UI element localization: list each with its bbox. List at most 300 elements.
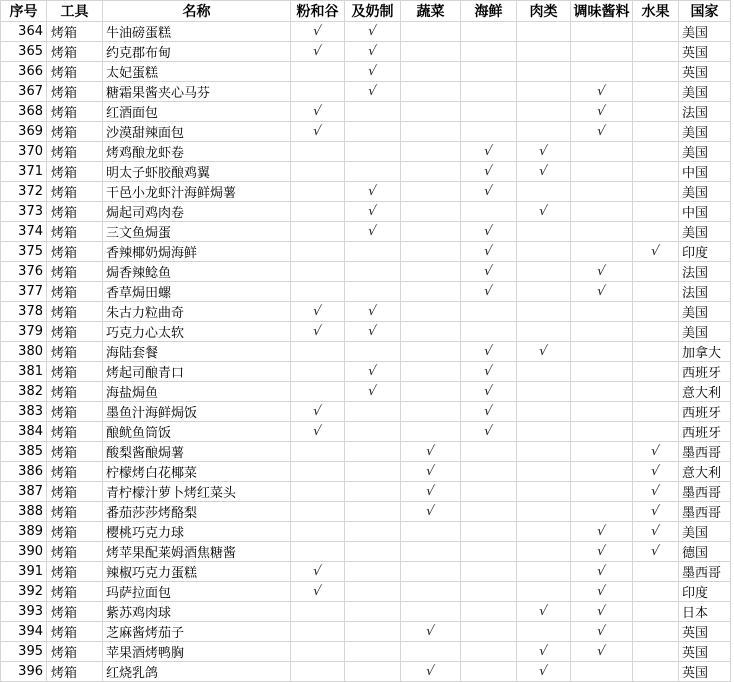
cell-tool[interactable]: 烤箱 <box>47 122 103 142</box>
cell-meat[interactable] <box>517 422 571 442</box>
cell-tool[interactable]: 烤箱 <box>47 582 103 602</box>
cell-tool[interactable]: 烤箱 <box>47 522 103 542</box>
cell-dairy[interactable] <box>345 482 401 502</box>
cell-meat[interactable] <box>517 562 571 582</box>
cell-meat[interactable] <box>517 42 571 62</box>
cell-seq[interactable]: 364 <box>1 22 47 42</box>
cell-dairy[interactable] <box>345 242 401 262</box>
cell-dairy[interactable] <box>345 122 401 142</box>
cell-flour-grain[interactable] <box>291 242 345 262</box>
header-flour-grain[interactable]: 粉和谷 <box>291 1 345 22</box>
cell-seq[interactable]: 383 <box>1 402 47 422</box>
cell-vegetable[interactable] <box>401 402 461 422</box>
cell-flour-grain[interactable] <box>291 282 345 302</box>
cell-seafood[interactable] <box>461 302 517 322</box>
cell-meat[interactable] <box>517 182 571 202</box>
cell-sauce[interactable] <box>571 542 633 562</box>
cell-dairy[interactable] <box>345 442 401 462</box>
cell-meat[interactable] <box>517 22 571 42</box>
cell-name[interactable]: 牛油磅蛋糕 <box>103 22 291 42</box>
cell-vegetable[interactable] <box>401 82 461 102</box>
cell-sauce[interactable] <box>571 422 633 442</box>
cell-seafood[interactable] <box>461 362 517 382</box>
cell-tool[interactable]: 烤箱 <box>47 642 103 662</box>
cell-sauce[interactable] <box>571 222 633 242</box>
cell-meat[interactable] <box>517 382 571 402</box>
header-dairy[interactable]: 及奶制 <box>345 1 401 22</box>
cell-dairy[interactable] <box>345 222 401 242</box>
cell-country[interactable]: 美国 <box>679 182 731 202</box>
cell-name[interactable]: 紫苏鸡肉球 <box>103 602 291 622</box>
cell-tool[interactable]: 烤箱 <box>47 82 103 102</box>
cell-sauce[interactable] <box>571 602 633 622</box>
cell-tool[interactable]: 烤箱 <box>47 262 103 282</box>
cell-sauce[interactable] <box>571 462 633 482</box>
cell-vegetable[interactable] <box>401 562 461 582</box>
cell-country[interactable]: 墨西哥 <box>679 502 731 522</box>
cell-seafood[interactable] <box>461 222 517 242</box>
cell-tool[interactable]: 烤箱 <box>47 302 103 322</box>
cell-name[interactable]: 三文鱼焗蛋 <box>103 222 291 242</box>
cell-fruit[interactable] <box>633 442 679 462</box>
cell-flour-grain[interactable] <box>291 402 345 422</box>
cell-dairy[interactable] <box>345 342 401 362</box>
cell-tool[interactable]: 烤箱 <box>47 342 103 362</box>
cell-flour-grain[interactable] <box>291 62 345 82</box>
cell-seq[interactable]: 394 <box>1 622 47 642</box>
cell-fruit[interactable] <box>633 322 679 342</box>
cell-seq[interactable]: 386 <box>1 462 47 482</box>
cell-name[interactable]: 朱古力粒曲奇 <box>103 302 291 322</box>
cell-seafood[interactable] <box>461 122 517 142</box>
cell-country[interactable]: 法国 <box>679 102 731 122</box>
cell-vegetable[interactable] <box>401 602 461 622</box>
header-seq[interactable]: 序号 <box>1 1 47 22</box>
cell-fruit[interactable] <box>633 102 679 122</box>
cell-meat[interactable] <box>517 362 571 382</box>
cell-seq[interactable]: 376 <box>1 262 47 282</box>
cell-name[interactable]: 干邑小龙虾汁海鲜焗薯 <box>103 182 291 202</box>
cell-meat[interactable] <box>517 602 571 622</box>
cell-tool[interactable]: 烤箱 <box>47 322 103 342</box>
cell-vegetable[interactable] <box>401 662 461 682</box>
cell-seafood[interactable] <box>461 322 517 342</box>
cell-tool[interactable]: 烤箱 <box>47 202 103 222</box>
cell-seafood[interactable] <box>461 462 517 482</box>
cell-fruit[interactable] <box>633 462 679 482</box>
cell-meat[interactable] <box>517 282 571 302</box>
cell-flour-grain[interactable] <box>291 362 345 382</box>
cell-seafood[interactable] <box>461 102 517 122</box>
cell-flour-grain[interactable] <box>291 162 345 182</box>
cell-meat[interactable] <box>517 262 571 282</box>
cell-vegetable[interactable] <box>401 482 461 502</box>
cell-seafood[interactable] <box>461 602 517 622</box>
cell-vegetable[interactable] <box>401 362 461 382</box>
cell-seafood[interactable] <box>461 282 517 302</box>
cell-sauce[interactable] <box>571 42 633 62</box>
cell-fruit[interactable] <box>633 422 679 442</box>
cell-vegetable[interactable] <box>401 262 461 282</box>
cell-flour-grain[interactable] <box>291 662 345 682</box>
cell-dairy[interactable] <box>345 622 401 642</box>
cell-vegetable[interactable] <box>401 162 461 182</box>
cell-country[interactable]: 加拿大 <box>679 342 731 362</box>
cell-flour-grain[interactable] <box>291 462 345 482</box>
cell-sauce[interactable] <box>571 582 633 602</box>
cell-country[interactable]: 美国 <box>679 522 731 542</box>
cell-sauce[interactable] <box>571 282 633 302</box>
cell-seafood[interactable] <box>461 422 517 442</box>
cell-vegetable[interactable] <box>401 442 461 462</box>
cell-fruit[interactable] <box>633 302 679 322</box>
cell-seq[interactable]: 378 <box>1 302 47 322</box>
cell-tool[interactable]: 烤箱 <box>47 182 103 202</box>
cell-fruit[interactable] <box>633 382 679 402</box>
cell-country[interactable]: 德国 <box>679 542 731 562</box>
cell-seafood[interactable] <box>461 182 517 202</box>
cell-fruit[interactable] <box>633 602 679 622</box>
cell-dairy[interactable] <box>345 42 401 62</box>
cell-meat[interactable] <box>517 302 571 322</box>
cell-fruit[interactable] <box>633 82 679 102</box>
cell-name[interactable]: 海盐焗鱼 <box>103 382 291 402</box>
cell-name[interactable]: 烤起司酿青口 <box>103 362 291 382</box>
cell-country[interactable]: 意大利 <box>679 382 731 402</box>
cell-dairy[interactable] <box>345 422 401 442</box>
cell-sauce[interactable] <box>571 442 633 462</box>
cell-fruit[interactable] <box>633 622 679 642</box>
cell-seq[interactable]: 393 <box>1 602 47 622</box>
cell-fruit[interactable] <box>633 162 679 182</box>
cell-sauce[interactable] <box>571 562 633 582</box>
cell-seafood[interactable] <box>461 582 517 602</box>
cell-name[interactable]: 焗起司鸡肉卷 <box>103 202 291 222</box>
cell-meat[interactable] <box>517 522 571 542</box>
cell-dairy[interactable] <box>345 322 401 342</box>
cell-vegetable[interactable] <box>401 102 461 122</box>
cell-dairy[interactable] <box>345 282 401 302</box>
cell-seq[interactable]: 373 <box>1 202 47 222</box>
cell-seq[interactable]: 366 <box>1 62 47 82</box>
cell-country[interactable]: 英国 <box>679 62 731 82</box>
cell-tool[interactable]: 烤箱 <box>47 222 103 242</box>
cell-vegetable[interactable] <box>401 622 461 642</box>
cell-vegetable[interactable] <box>401 502 461 522</box>
cell-fruit[interactable] <box>633 342 679 362</box>
cell-seq[interactable]: 390 <box>1 542 47 562</box>
cell-flour-grain[interactable] <box>291 622 345 642</box>
cell-tool[interactable]: 烤箱 <box>47 662 103 682</box>
cell-sauce[interactable] <box>571 82 633 102</box>
cell-name[interactable]: 玛萨拉面包 <box>103 582 291 602</box>
cell-country[interactable]: 西班牙 <box>679 422 731 442</box>
cell-vegetable[interactable] <box>401 302 461 322</box>
cell-tool[interactable]: 烤箱 <box>47 482 103 502</box>
cell-seafood[interactable] <box>461 242 517 262</box>
cell-fruit[interactable] <box>633 502 679 522</box>
cell-tool[interactable]: 烤箱 <box>47 102 103 122</box>
cell-flour-grain[interactable] <box>291 222 345 242</box>
cell-sauce[interactable] <box>571 202 633 222</box>
cell-meat[interactable] <box>517 202 571 222</box>
cell-seq[interactable]: 382 <box>1 382 47 402</box>
cell-vegetable[interactable] <box>401 62 461 82</box>
cell-fruit[interactable] <box>633 262 679 282</box>
cell-sauce[interactable] <box>571 142 633 162</box>
header-fruit[interactable]: 水果 <box>633 1 679 22</box>
cell-flour-grain[interactable] <box>291 42 345 62</box>
cell-fruit[interactable] <box>633 282 679 302</box>
cell-country[interactable]: 英国 <box>679 622 731 642</box>
cell-fruit[interactable] <box>633 482 679 502</box>
cell-fruit[interactable] <box>633 662 679 682</box>
cell-name[interactable]: 墨鱼汁海鲜焗饭 <box>103 402 291 422</box>
cell-seafood[interactable] <box>461 82 517 102</box>
cell-dairy[interactable] <box>345 202 401 222</box>
cell-tool[interactable]: 烤箱 <box>47 142 103 162</box>
cell-flour-grain[interactable] <box>291 82 345 102</box>
cell-seq[interactable]: 369 <box>1 122 47 142</box>
cell-seq[interactable]: 385 <box>1 442 47 462</box>
cell-seq[interactable]: 372 <box>1 182 47 202</box>
cell-sauce[interactable] <box>571 362 633 382</box>
cell-fruit[interactable] <box>633 542 679 562</box>
cell-meat[interactable] <box>517 322 571 342</box>
cell-vegetable[interactable] <box>401 122 461 142</box>
cell-vegetable[interactable] <box>401 22 461 42</box>
cell-sauce[interactable] <box>571 402 633 422</box>
cell-country[interactable]: 墨西哥 <box>679 562 731 582</box>
cell-fruit[interactable] <box>633 362 679 382</box>
cell-dairy[interactable] <box>345 602 401 622</box>
cell-tool[interactable]: 烤箱 <box>47 22 103 42</box>
cell-flour-grain[interactable] <box>291 322 345 342</box>
cell-fruit[interactable] <box>633 62 679 82</box>
cell-tool[interactable]: 烤箱 <box>47 62 103 82</box>
cell-dairy[interactable] <box>345 562 401 582</box>
cell-country[interactable]: 法国 <box>679 262 731 282</box>
cell-flour-grain[interactable] <box>291 182 345 202</box>
cell-vegetable[interactable] <box>401 322 461 342</box>
cell-seafood[interactable] <box>461 142 517 162</box>
cell-flour-grain[interactable] <box>291 122 345 142</box>
cell-flour-grain[interactable] <box>291 382 345 402</box>
cell-dairy[interactable] <box>345 382 401 402</box>
cell-name[interactable]: 红烧乳鸽 <box>103 662 291 682</box>
cell-country[interactable]: 英国 <box>679 662 731 682</box>
cell-meat[interactable] <box>517 482 571 502</box>
cell-vegetable[interactable] <box>401 42 461 62</box>
cell-flour-grain[interactable] <box>291 102 345 122</box>
cell-dairy[interactable] <box>345 362 401 382</box>
cell-sauce[interactable] <box>571 302 633 322</box>
cell-dairy[interactable] <box>345 182 401 202</box>
cell-sauce[interactable] <box>571 102 633 122</box>
cell-sauce[interactable] <box>571 322 633 342</box>
cell-tool[interactable]: 烤箱 <box>47 162 103 182</box>
cell-country[interactable]: 墨西哥 <box>679 482 731 502</box>
cell-tool[interactable]: 烤箱 <box>47 42 103 62</box>
cell-seafood[interactable] <box>461 42 517 62</box>
cell-meat[interactable] <box>517 142 571 162</box>
cell-vegetable[interactable] <box>401 202 461 222</box>
cell-meat[interactable] <box>517 242 571 262</box>
cell-country[interactable]: 美国 <box>679 22 731 42</box>
cell-seq[interactable]: 379 <box>1 322 47 342</box>
cell-country[interactable]: 美国 <box>679 302 731 322</box>
cell-seq[interactable]: 384 <box>1 422 47 442</box>
cell-tool[interactable]: 烤箱 <box>47 362 103 382</box>
cell-vegetable[interactable] <box>401 282 461 302</box>
cell-meat[interactable] <box>517 662 571 682</box>
cell-dairy[interactable] <box>345 162 401 182</box>
cell-sauce[interactable] <box>571 162 633 182</box>
cell-seq[interactable]: 380 <box>1 342 47 362</box>
cell-seafood[interactable] <box>461 162 517 182</box>
cell-seq[interactable]: 375 <box>1 242 47 262</box>
cell-tool[interactable]: 烤箱 <box>47 402 103 422</box>
cell-dairy[interactable] <box>345 102 401 122</box>
cell-meat[interactable] <box>517 642 571 662</box>
cell-seafood[interactable] <box>461 502 517 522</box>
cell-meat[interactable] <box>517 342 571 362</box>
cell-dairy[interactable] <box>345 402 401 422</box>
cell-name[interactable]: 巧克力心太软 <box>103 322 291 342</box>
cell-dairy[interactable] <box>345 62 401 82</box>
cell-country[interactable]: 日本 <box>679 602 731 622</box>
cell-tool[interactable]: 烤箱 <box>47 442 103 462</box>
cell-tool[interactable]: 烤箱 <box>47 542 103 562</box>
cell-fruit[interactable] <box>633 582 679 602</box>
cell-dairy[interactable] <box>345 642 401 662</box>
cell-country[interactable]: 法国 <box>679 282 731 302</box>
cell-country[interactable]: 意大利 <box>679 462 731 482</box>
cell-sauce[interactable] <box>571 382 633 402</box>
cell-name[interactable]: 红酒面包 <box>103 102 291 122</box>
cell-name[interactable]: 焗香辣鲶鱼 <box>103 262 291 282</box>
cell-tool[interactable]: 烤箱 <box>47 242 103 262</box>
cell-seafood[interactable] <box>461 622 517 642</box>
cell-flour-grain[interactable] <box>291 562 345 582</box>
cell-seafood[interactable] <box>461 562 517 582</box>
cell-meat[interactable] <box>517 122 571 142</box>
cell-tool[interactable]: 烤箱 <box>47 622 103 642</box>
cell-sauce[interactable] <box>571 242 633 262</box>
cell-country[interactable]: 中国 <box>679 202 731 222</box>
cell-sauce[interactable] <box>571 62 633 82</box>
cell-seafood[interactable] <box>461 482 517 502</box>
header-meat[interactable]: 肉类 <box>517 1 571 22</box>
header-country[interactable]: 国家 <box>679 1 731 22</box>
cell-flour-grain[interactable] <box>291 482 345 502</box>
cell-dairy[interactable] <box>345 582 401 602</box>
cell-flour-grain[interactable] <box>291 22 345 42</box>
cell-seafood[interactable] <box>461 202 517 222</box>
cell-meat[interactable] <box>517 542 571 562</box>
cell-sauce[interactable] <box>571 522 633 542</box>
cell-country[interactable]: 英国 <box>679 42 731 62</box>
cell-meat[interactable] <box>517 162 571 182</box>
cell-flour-grain[interactable] <box>291 142 345 162</box>
cell-vegetable[interactable] <box>401 542 461 562</box>
cell-tool[interactable]: 烤箱 <box>47 502 103 522</box>
cell-flour-grain[interactable] <box>291 522 345 542</box>
cell-fruit[interactable] <box>633 22 679 42</box>
header-name[interactable]: 名称 <box>103 1 291 22</box>
header-seafood[interactable]: 海鲜 <box>461 1 517 22</box>
cell-name[interactable]: 烤苹果配莱姆酒焦糖酱 <box>103 542 291 562</box>
cell-sauce[interactable] <box>571 502 633 522</box>
cell-dairy[interactable] <box>345 302 401 322</box>
cell-vegetable[interactable] <box>401 582 461 602</box>
cell-seafood[interactable] <box>461 22 517 42</box>
cell-country[interactable]: 墨西哥 <box>679 442 731 462</box>
cell-name[interactable]: 青柠檬汁萝卜烤红菜头 <box>103 482 291 502</box>
cell-name[interactable]: 酸梨酱酿焗薯 <box>103 442 291 462</box>
cell-vegetable[interactable] <box>401 242 461 262</box>
cell-seafood[interactable] <box>461 62 517 82</box>
cell-name[interactable]: 糖霜果酱夹心马芬 <box>103 82 291 102</box>
cell-vegetable[interactable] <box>401 182 461 202</box>
cell-dairy[interactable] <box>345 82 401 102</box>
cell-vegetable[interactable] <box>401 142 461 162</box>
cell-seq[interactable]: 395 <box>1 642 47 662</box>
cell-country[interactable]: 美国 <box>679 82 731 102</box>
cell-name[interactable]: 苹果酒烤鸭胸 <box>103 642 291 662</box>
cell-name[interactable]: 海陆套餐 <box>103 342 291 362</box>
cell-vegetable[interactable] <box>401 422 461 442</box>
cell-flour-grain[interactable] <box>291 582 345 602</box>
cell-tool[interactable]: 烤箱 <box>47 462 103 482</box>
cell-seafood[interactable] <box>461 522 517 542</box>
cell-vegetable[interactable] <box>401 462 461 482</box>
cell-seafood[interactable] <box>461 542 517 562</box>
cell-seq[interactable]: 377 <box>1 282 47 302</box>
cell-name[interactable]: 芝麻酱烤茄子 <box>103 622 291 642</box>
cell-country[interactable]: 西班牙 <box>679 402 731 422</box>
cell-seq[interactable]: 396 <box>1 662 47 682</box>
cell-fruit[interactable] <box>633 562 679 582</box>
header-vegetable[interactable]: 蔬菜 <box>401 1 461 22</box>
cell-seq[interactable]: 374 <box>1 222 47 242</box>
cell-sauce[interactable] <box>571 482 633 502</box>
cell-seq[interactable]: 371 <box>1 162 47 182</box>
cell-fruit[interactable] <box>633 182 679 202</box>
cell-country[interactable]: 美国 <box>679 122 731 142</box>
cell-fruit[interactable] <box>633 142 679 162</box>
cell-meat[interactable] <box>517 442 571 462</box>
cell-seq[interactable]: 391 <box>1 562 47 582</box>
cell-vegetable[interactable] <box>401 222 461 242</box>
cell-tool[interactable]: 烤箱 <box>47 382 103 402</box>
cell-flour-grain[interactable] <box>291 342 345 362</box>
cell-flour-grain[interactable] <box>291 202 345 222</box>
cell-tool[interactable]: 烤箱 <box>47 282 103 302</box>
cell-tool[interactable]: 烤箱 <box>47 602 103 622</box>
cell-country[interactable]: 美国 <box>679 322 731 342</box>
cell-vegetable[interactable] <box>401 342 461 362</box>
cell-seq[interactable]: 389 <box>1 522 47 542</box>
cell-sauce[interactable] <box>571 342 633 362</box>
cell-name[interactable]: 辣椒巧克力蛋糕 <box>103 562 291 582</box>
cell-sauce[interactable] <box>571 662 633 682</box>
header-sauce[interactable]: 调味酱料 <box>571 1 633 22</box>
cell-dairy[interactable] <box>345 662 401 682</box>
cell-seq[interactable]: 388 <box>1 502 47 522</box>
cell-seq[interactable]: 392 <box>1 582 47 602</box>
cell-vegetable[interactable] <box>401 382 461 402</box>
